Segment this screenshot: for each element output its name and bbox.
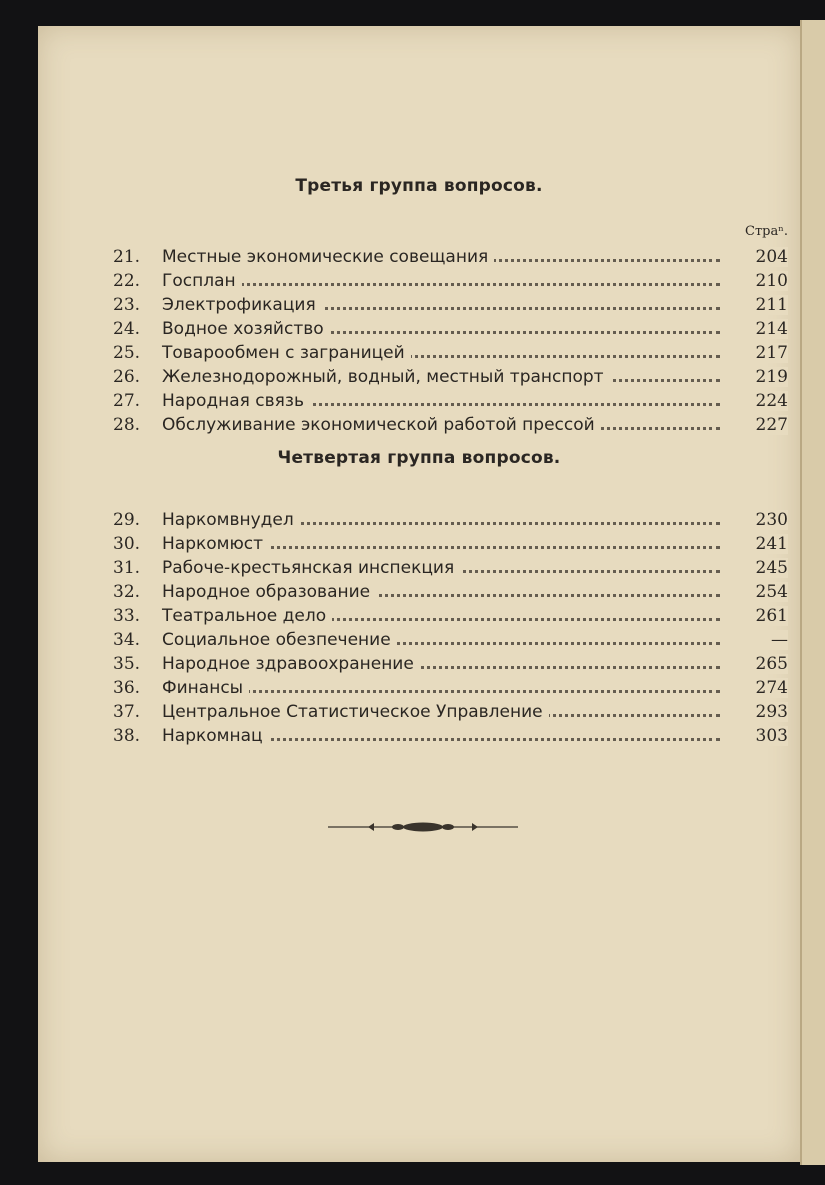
adjacent-page-edge [800,20,825,1165]
entry-page-number: 224 [752,391,788,411]
entry-number: 38. [113,726,141,746]
entry-number: 21. [113,247,141,267]
entry-title: Обслуживание экономической работой прессой [162,415,601,435]
entry-page-number: 227 [752,415,788,435]
section-4-heading: Четвертая группа вопросов. [277,448,561,468]
entry-number: 22. [113,271,141,291]
toc-entry [38,582,800,606]
section-3-list [38,221,800,439]
entry-title: Финансы [162,678,249,698]
toc-entry [38,558,800,582]
entry-number: 32. [113,582,141,602]
toc-entry [38,702,800,726]
entry-number: 31. [113,558,141,578]
toc-entry [38,726,800,750]
entry-page-number: 241 [752,534,788,554]
entry-page-number: 219 [752,367,788,387]
entry-title: Электрофикация [162,295,322,315]
entry-page-number: 245 [752,558,788,578]
section-4-list [38,484,800,750]
entry-number: 25. [113,343,141,363]
toc-entry [38,630,800,654]
entry-number: 33. [113,606,141,626]
toc-entry [38,534,800,558]
entry-number: 23. [113,295,141,315]
entry-page-number: 265 [752,654,788,674]
toc-entry [38,295,800,319]
toc-entry [38,654,800,678]
page-column-label: Страⁿ. [745,224,788,239]
entry-title: Народное образование [162,582,376,602]
toc-entry [38,391,800,415]
entry-page-number: 293 [752,702,788,722]
toc-entry [38,606,800,630]
toc-entry [38,247,800,271]
entry-title: Народное здравоохранение [162,654,420,674]
entry-title: Народная связь [162,391,310,411]
entry-title: Театральное дело [162,606,332,626]
entry-title: Наркомюст [162,534,269,554]
entry-page-number: 274 [752,678,788,698]
entry-title: Товарообмен с заграницей [162,343,411,363]
entry-title: Рабоче-крестьянская инспекция [162,558,460,578]
entry-number: 35. [113,654,141,674]
book-page [38,26,800,1162]
entry-number: 27. [113,391,141,411]
entry-page-number: 214 [752,319,788,339]
entry-page-number: 217 [752,343,788,363]
entry-number: 34. [113,630,141,650]
entry-title: Железнодорожный, водный, местный транспорт [162,367,610,387]
entry-title: Местные экономические совещания [162,247,494,267]
entry-number: 36. [113,678,141,698]
toc-entry [38,510,800,534]
toc-entry [38,678,800,702]
toc-entry [38,367,800,391]
entry-page-number: 303 [752,726,788,746]
toc-entry [38,319,800,343]
entry-title: Социальное обезпечение [162,630,397,650]
entry-title: Водное хозяйство [162,319,330,339]
entry-title: Центральное Статистическое Управление [162,702,549,722]
entry-number: 26. [113,367,141,387]
decorative-divider-icon [328,820,518,834]
entry-number: 28. [113,415,141,435]
entry-number: 37. [113,702,141,722]
entry-page-number: — [767,630,788,650]
toc-entry [38,415,800,439]
entry-title: Наркомнац [162,726,269,746]
entry-number: 29. [113,510,141,530]
entry-number: 24. [113,319,141,339]
dot-leader [162,283,720,286]
toc-entry [38,343,800,367]
entry-page-number: 230 [752,510,788,530]
entry-title: Наркомвнудел [162,510,300,530]
section-3-heading: Третья группа вопросов. [295,176,543,196]
entry-number: 30. [113,534,141,554]
entry-page-number: 210 [752,271,788,291]
entry-page-number: 204 [752,247,788,267]
entry-page-number: 254 [752,582,788,602]
entry-page-number: 261 [752,606,788,626]
toc-entry [38,271,800,295]
entry-title: Госплан [162,271,242,291]
entry-page-number: 211 [752,295,788,315]
